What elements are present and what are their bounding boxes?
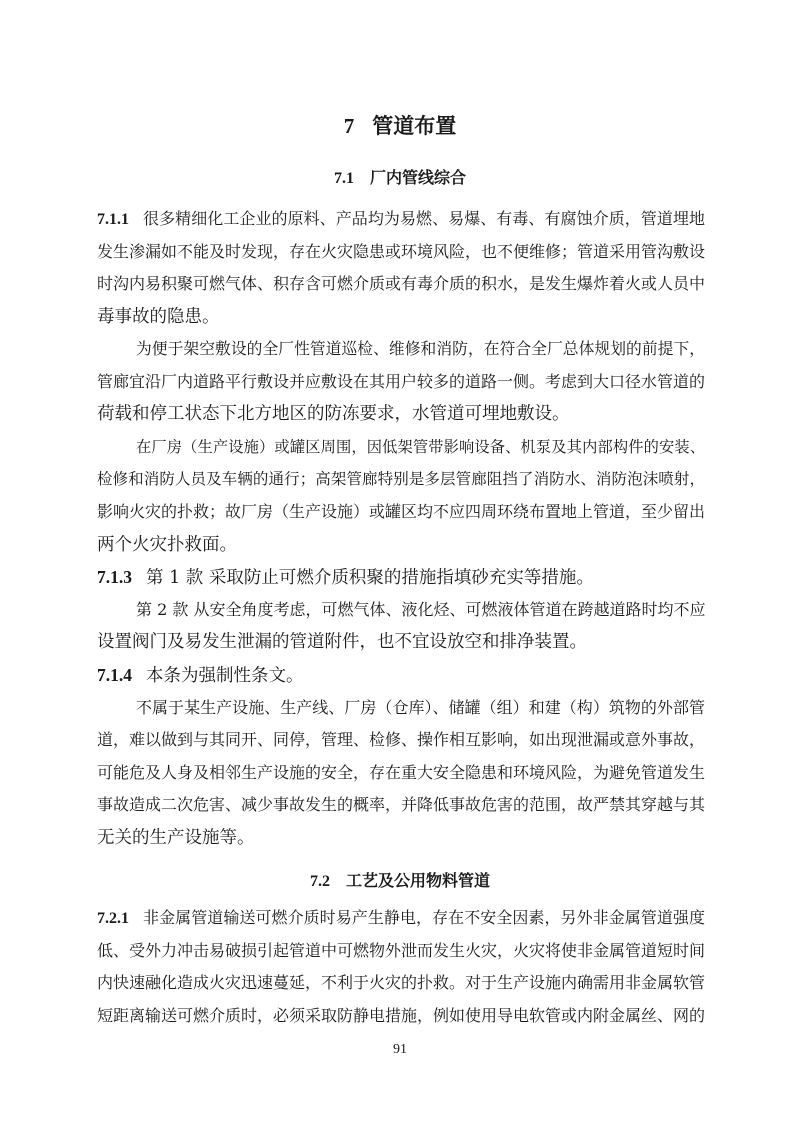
paragraph-line: 毒事故的隐患。: [97, 307, 220, 327]
section-heading-7-2: [0, 868, 800, 891]
chapter-title: 管道布置: [372, 114, 457, 138]
paragraph-line: 低、受外力冲击易破损引起管道中可燃物外泄而发生火灾，火灾将使非金属管道短时间: [97, 941, 706, 960]
chapter-number: 7: [343, 114, 355, 138]
line-text: 非金属管道输送可燃介质时易产生静电，存在不安全因素，另外非金属管道强度: [143, 908, 705, 927]
paragraph-line: 不属于某生产设施、生产线、厂房（仓库）、储罐（组）和建（构）筑物的外部管: [136, 698, 705, 717]
paragraph-line: [97, 565, 705, 590]
paragraph-line: 为便于架空敷设的全厂性管道巡检、维修和消防，在符合全厂总体规划的前提下，: [136, 339, 705, 358]
paragraph-line: 事故造成二次危害、减少事故发生的概率，并降低事故危害的范围，故严禁其穿越与其: [97, 795, 706, 814]
paragraph-line: 荷载和停工状态下北方地区的防冻要求，水管道可埋地敷设。: [97, 404, 570, 424]
clause-number: 7.1.3: [97, 567, 132, 587]
paragraph-line: 无关的生产设施等。: [97, 828, 255, 848]
section-number: 7.1: [333, 170, 354, 187]
paragraph-line: 可能危及人身及相邻生产设施的安全，存在重大安全隐患和环境风险，为避免管道发生: [97, 763, 706, 782]
paragraph-line: [97, 663, 705, 688]
paragraph-line: 发生渗漏如不能及时发现，存在火灾隐患或环境风险，也不便维修；管道采用管沟敷设: [97, 242, 706, 261]
chapter-heading: [0, 110, 800, 140]
section-title: 工艺及公用物料管道: [345, 871, 490, 890]
section-heading-7-1: [0, 165, 800, 188]
paragraph-line: 两个火灾扑救面。: [97, 535, 237, 555]
clause-number: 7.1.1: [97, 211, 129, 228]
line-text: 很多精细化工企业的原料、产品均为易燃、易爆、有毒、有腐蚀介质，管道埋地: [143, 209, 705, 228]
page-number: 91: [393, 1042, 407, 1057]
paragraph-line: 管廊宜沿厂内道路平行敷设并应敷设在其用户较多的道路一侧。考虑到大口径水管道的: [97, 372, 706, 391]
paragraph-line: 影响火灾的扑救；故厂房（生产设施）或罐区均不应四周环绕布置地上管道，至少留出: [97, 502, 706, 521]
paragraph-line: 短距离输送可燃介质时，必须采取防静电措施，例如使用导电软管或内附金属丝、网的: [97, 1006, 706, 1025]
line-text: 第 1 款 采取防止可燃介质积聚的措施指填砂充实等措施。: [146, 568, 594, 588]
paragraph-line: 时沟内易积聚可燃气体、积存含可燃介质或有毒介质的积水，是发生爆炸着火或人员中: [97, 274, 706, 293]
paragraph-line: 道，难以做到与其同开、同停，管理、检修、操作相互影响，如出现泄漏或意外事故，: [97, 730, 706, 749]
paragraph-line: [97, 906, 705, 931]
section-title: 厂内管线综合: [369, 168, 466, 187]
paragraph-line: 内快速融化造成火灾迅速蔓延，不利于火灾的扑救。对于生产设施内确需用非金属软管: [97, 973, 706, 992]
clause-number: 7.2.1: [97, 910, 129, 927]
paragraph-line: 在厂房（生产设施）或罐区周围，因低架管带影响设备、机泵及其内部构件的安装、: [136, 438, 705, 456]
paragraph-line: 第 2 款 从安全角度考虑，可燃气体、液化烃、可燃液体管道在跨越道路时均不应: [136, 600, 706, 619]
paragraph-line: [97, 207, 705, 232]
paragraph-line: 检修和消防人员及车辆的通行；高架管廊特别是多层管廊阻挡了消防水、消防泡沫喷射，: [97, 470, 705, 488]
section-number: 7.2: [309, 873, 330, 890]
line-text: 本条为强制性条文。: [146, 666, 304, 686]
clause-number: 7.1.4: [97, 665, 132, 685]
paragraph-line: 设置阀门及易发生泄漏的管道附件，也不宜设放空和排净装置。: [97, 632, 587, 652]
